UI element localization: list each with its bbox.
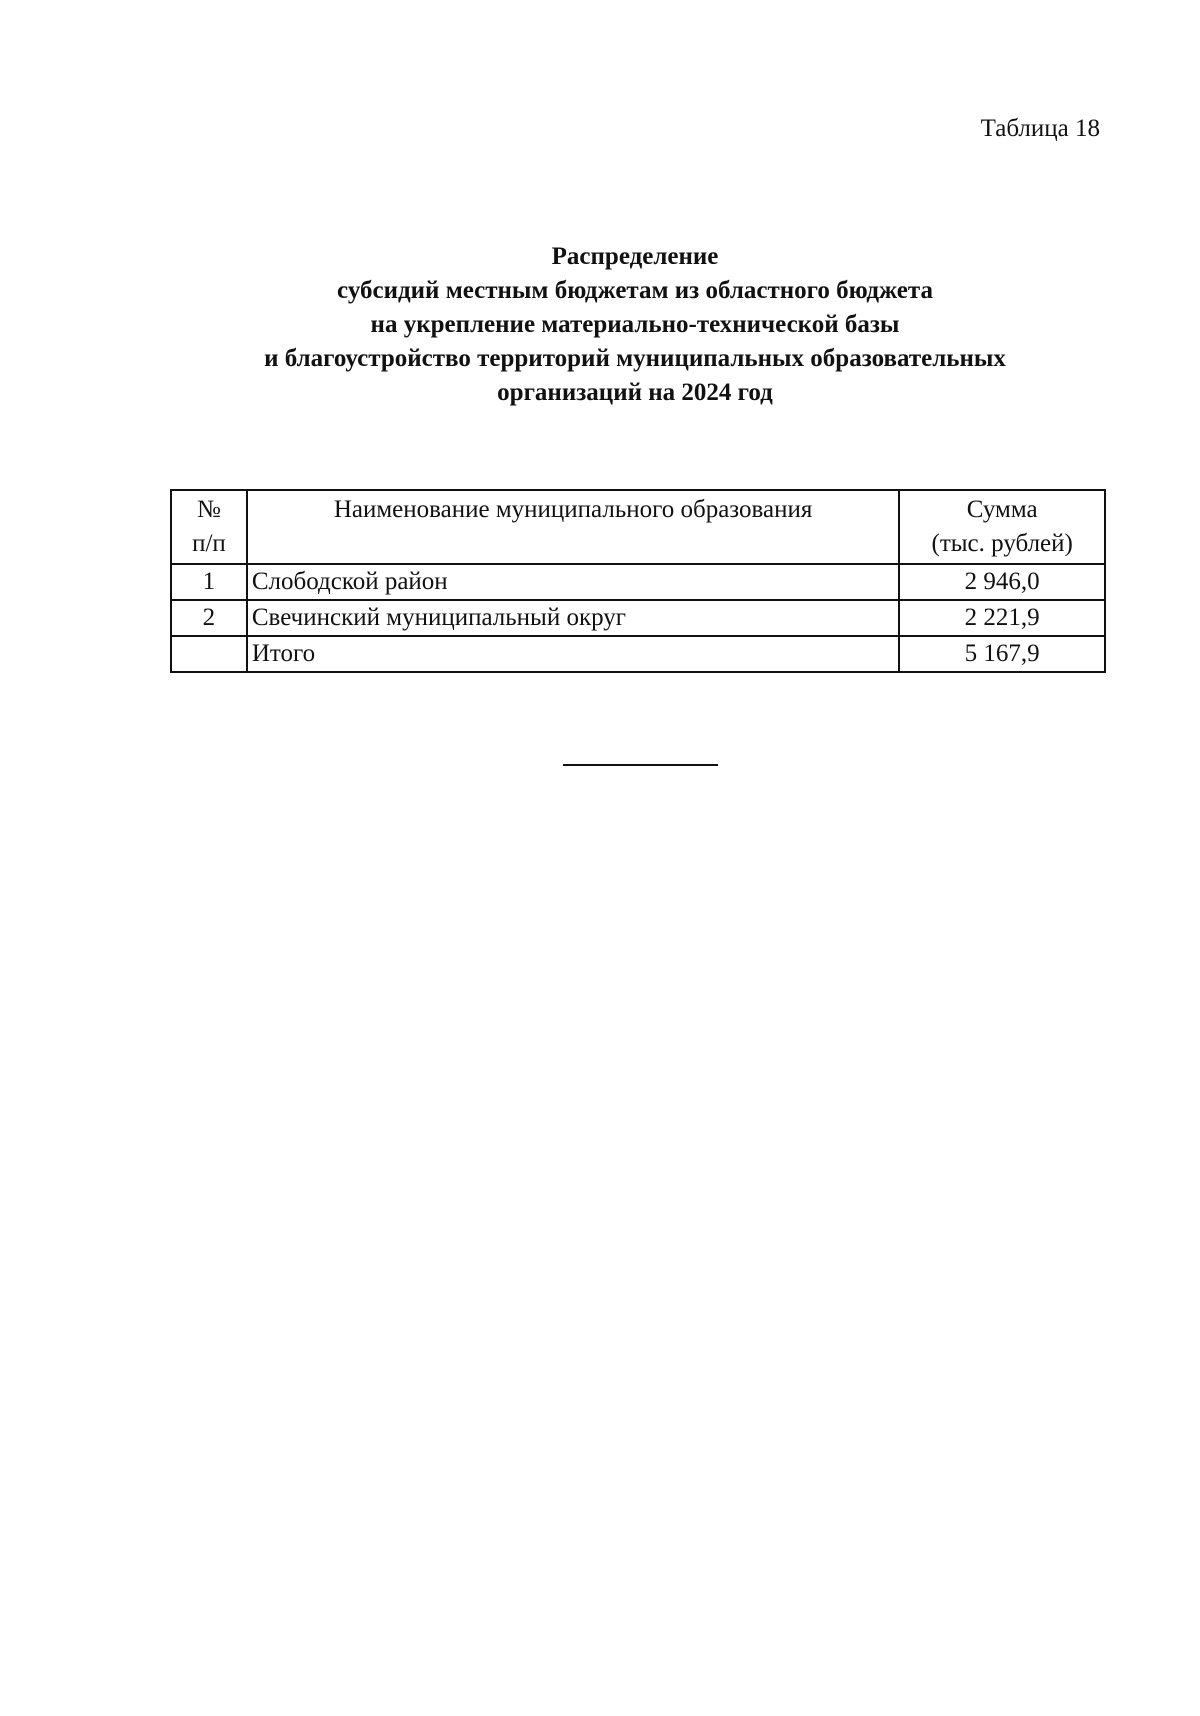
row-sum: 2 221,9	[899, 600, 1105, 636]
header-number-line1: №	[197, 496, 221, 523]
end-of-table-rule	[563, 764, 718, 766]
row-sum: 2 946,0	[899, 564, 1105, 600]
title-line: на укрепление материально-технической базы	[370, 311, 900, 338]
total-row-label: Итого	[247, 636, 900, 672]
table-row	[171, 564, 1105, 600]
table-header-row	[171, 490, 1105, 564]
document-title	[140, 240, 1130, 410]
header-number	[171, 490, 247, 564]
table-total-row	[171, 636, 1105, 672]
title-line: Распределение	[551, 243, 719, 270]
title-line: субсидий местным бюджетам из областного бюджета	[337, 277, 933, 304]
title-line: и благоустройство территорий муниципальных образовательных	[264, 345, 1006, 372]
subsidy-distribution-table	[170, 489, 1106, 673]
header-sum	[899, 490, 1105, 564]
total-row-number	[171, 636, 247, 672]
row-municipality-name: Свечинский муниципальный округ	[247, 600, 900, 636]
header-sum-line1: Сумма	[966, 496, 1038, 523]
title-line: организаций на 2024 год	[497, 379, 773, 406]
header-sum-line2: (тыс. рублей)	[931, 530, 1073, 557]
header-number-line2: п/п	[192, 530, 226, 557]
total-row-sum: 5 167,9	[899, 636, 1105, 672]
header-municipality-name: Наименование муниципального образования	[247, 490, 900, 564]
table-row	[171, 600, 1105, 636]
row-municipality-name: Слободской район	[247, 564, 900, 600]
table-number: Таблица 18	[980, 115, 1100, 142]
row-number: 2	[171, 600, 247, 636]
row-number: 1	[171, 564, 247, 600]
